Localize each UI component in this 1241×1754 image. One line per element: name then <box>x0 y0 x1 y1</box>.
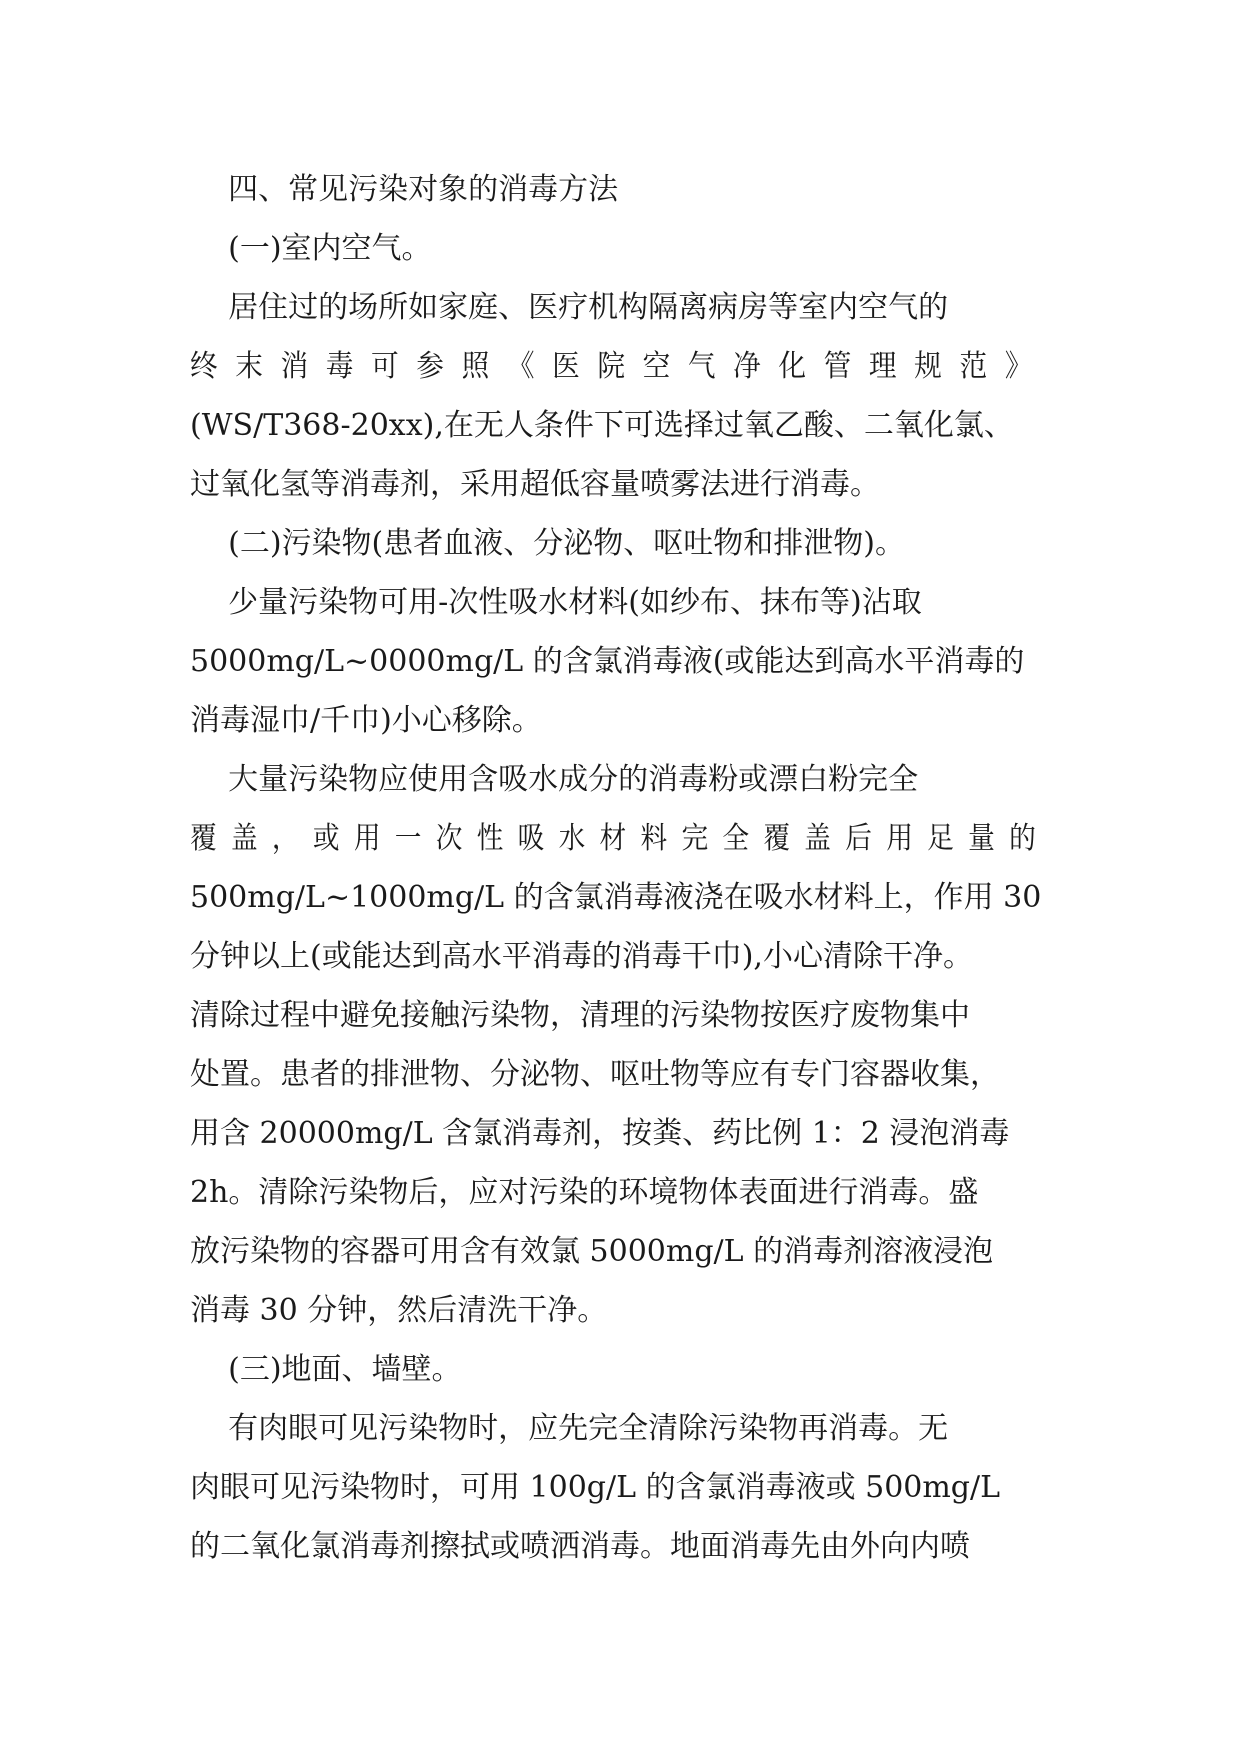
subsection-heading: (一)室内空气。 <box>190 231 432 266</box>
paragraph-line: 有肉眼可见污染物时，应先完全清除污染物再消毒。无 <box>190 1411 949 1446</box>
paragraph-line: 清除过程中避免接触污染物，清理的污染物按医疗废物集中 <box>190 998 970 1033</box>
paragraph-line: 消毒 30 分钟，然后清洗干净。 <box>190 1293 608 1328</box>
paragraph-line: 居住过的场所如家庭、医疗机构隔离病房等室内空气的 <box>190 290 949 325</box>
paragraph-line: 消毒湿巾/千巾)小心移除。 <box>190 703 542 738</box>
paragraph-line: 500mg/L~1000mg/L 的含氯消毒液浇在吸水材料上，作用 30 <box>190 880 1042 915</box>
paragraph-line: 覆盖，或用一次性吸水材料完全覆盖后用足量的 <box>190 821 1051 856</box>
document-body <box>190 160 1050 1576</box>
paragraph-line: 少量污染物可用-次性吸水材料(如纱布、抹布等)沾取 <box>190 585 922 620</box>
paragraph-line: 的二氧化氯消毒剂擦拭或喷洒消毒。地面消毒先由外向内喷 <box>190 1529 970 1564</box>
paragraph-line: 放污染物的容器可用含有效氯 5000mg/L 的消毒剂溶液浸泡 <box>190 1234 994 1269</box>
paragraph-line: 分钟以上(或能达到高水平消毒的消毒干巾),小心清除干净。 <box>190 939 973 974</box>
paragraph-line: 用含 20000mg/L 含氯消毒剂，按粪、药比例 1：2 浸泡消毒 <box>190 1116 1010 1151</box>
paragraph-line: 5000mg/L~0000mg/L 的含氯消毒液(或能达到高水平消毒的 <box>190 644 1025 679</box>
paragraph-line: 肉眼可见污染物时，可用 100g/L 的含氯消毒液或 500mg/L <box>190 1470 1001 1505</box>
subsection-heading: (三)地面、墙壁。 <box>190 1352 462 1387</box>
paragraph-line: 终末消毒可参照《医院空气净化管理规范》 <box>190 349 1050 384</box>
section-heading: 四、常见污染对象的消毒方法 <box>190 172 619 207</box>
subsection-heading: (二)污染物(患者血液、分泌物、呕吐物和排泄物)。 <box>190 526 905 561</box>
paragraph-line: 过氧化氢等消毒剂，采用超低容量喷雾法进行消毒。 <box>190 467 880 502</box>
paragraph-line: 大量污染物应使用含吸水成分的消毒粉或漂白粉完全 <box>190 762 919 797</box>
paragraph-line: 处置。患者的排泄物、分泌物、呕吐物等应有专门容器收集， <box>190 1057 1000 1092</box>
paragraph-line: (WS/T368-20xx),在无人条件下可选择过氧乙酸、二氧化氯、 <box>190 408 1014 443</box>
paragraph-line: 2h。清除污染物后，应对污染的环境物体表面进行消毒。盛 <box>190 1175 979 1210</box>
